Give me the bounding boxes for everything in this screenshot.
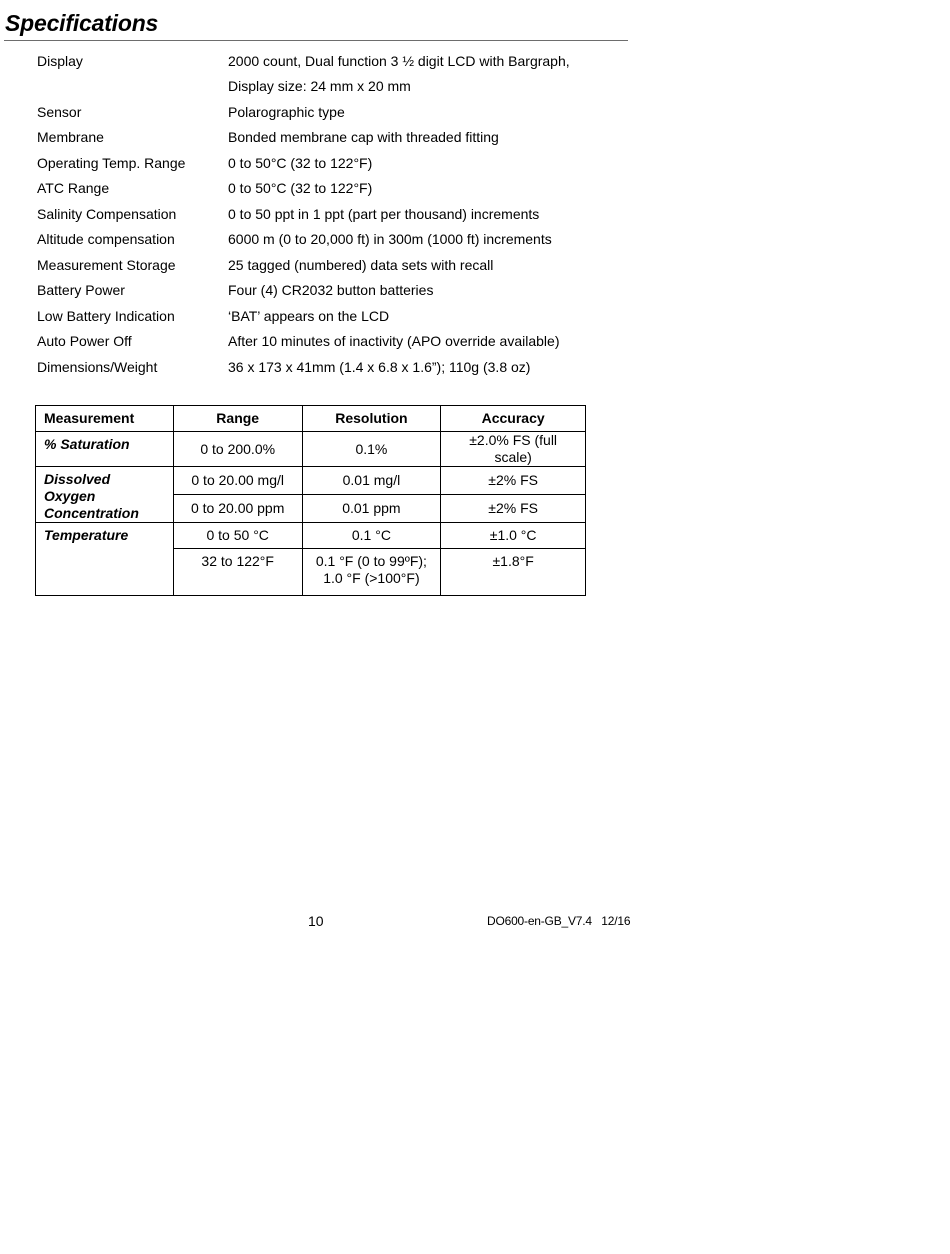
spec-value: 6000 m (0 to 20,000 ft) in 300m (1000 ft) increments: [228, 231, 552, 248]
accuracy-cell: ±1.0 °C: [441, 523, 586, 549]
spec-list: [37, 48, 570, 380]
spec-value: ‘BAT’ appears on the LCD: [228, 307, 390, 324]
spec-row: [37, 74, 570, 100]
resolution-line: 0.1 °F (0 to 99ºF);: [315, 553, 427, 569]
page-title: Specifications: [5, 10, 159, 36]
spec-row: [37, 329, 570, 355]
resolution-cell: 0.1 °C: [302, 523, 441, 549]
spec-label: Sensor: [37, 103, 82, 120]
spec-value: 0 to 50°C (32 to 122°F): [228, 154, 373, 171]
spec-row: [37, 176, 570, 202]
accuracy-cell: ±1.8°F: [441, 549, 586, 596]
spec-row: [37, 125, 570, 151]
resolution-line: 1.0 °F (>100°F): [323, 570, 420, 586]
page-number: 10: [308, 913, 324, 929]
spec-label: Salinity Compensation: [37, 205, 177, 222]
table-row: [36, 467, 586, 495]
spec-label: Altitude compensation: [37, 231, 175, 248]
column-header-measurement: Measurement: [36, 406, 174, 432]
spec-value: 2000 count, Dual function 3 ½ digit LCD with Bargraph,: [228, 52, 570, 69]
range-cell: 32 to 122°F: [173, 549, 302, 596]
range-cell: 0 to 50 °C: [173, 523, 302, 549]
spec-label: Auto Power Off: [37, 333, 132, 350]
spec-label: Low Battery Indication: [37, 307, 175, 324]
spec-label: Measurement Storage: [37, 256, 176, 273]
column-header-accuracy: Accuracy: [441, 406, 586, 432]
spec-row: [37, 227, 570, 253]
table-header-row: [36, 406, 586, 432]
spec-label: Membrane: [37, 129, 104, 146]
accuracy-cell: ±2% FS: [441, 467, 586, 495]
spec-row: [37, 150, 570, 176]
spec-row: [37, 354, 570, 380]
spec-value: 36 x 173 x 41mm (1.4 x 6.8 x 1.6”); 110g (3.8 oz): [228, 358, 531, 375]
spec-row: [37, 303, 570, 329]
measurement-name: % Saturation: [36, 432, 174, 467]
resolution-cell: 0.01 ppm: [302, 495, 441, 523]
spec-label: Operating Temp. Range: [37, 154, 186, 171]
spec-value: After 10 minutes of inactivity (APO override available): [228, 333, 560, 350]
spec-row: [37, 48, 570, 74]
spec-value: 0 to 50°C (32 to 122°F): [228, 180, 373, 197]
spec-label: ATC Range: [37, 180, 110, 197]
spec-value: 25 tagged (numbered) data sets with recall: [228, 256, 494, 273]
spec-label: Battery Power: [37, 282, 125, 299]
document-id: DO600-en-GB_V7.4 12/16: [487, 914, 631, 928]
spec-value: Polarographic type: [228, 103, 345, 120]
measurement-name: Dissolved Oxygen Concentration: [36, 467, 174, 523]
resolution-cell: 0.01 mg/l: [302, 467, 441, 495]
column-header-range: Range: [173, 406, 302, 432]
measurement-table: [35, 405, 586, 596]
spec-value: 0 to 50 ppt in 1 ppt (part per thousand) increments: [228, 205, 540, 222]
spec-row: [37, 201, 570, 227]
spec-label: Display: [37, 52, 83, 69]
accuracy-cell: ±2% FS: [441, 495, 586, 523]
column-header-resolution: Resolution: [302, 406, 441, 432]
resolution-cell: [302, 549, 441, 596]
spec-row: [37, 278, 570, 304]
spec-row: [37, 99, 570, 125]
measurement-name: Temperature: [36, 523, 174, 596]
table-row: [36, 432, 586, 467]
range-cell: 0 to 20.00 mg/l: [173, 467, 302, 495]
spec-label: Dimensions/Weight: [37, 358, 158, 375]
spec-row: [37, 252, 570, 278]
accuracy-cell: ±2.0% FS (full scale): [441, 432, 586, 467]
spec-value: Display size: 24 mm x 20 mm: [228, 78, 411, 95]
range-cell: 0 to 200.0%: [173, 432, 302, 467]
spec-value: Bonded membrane cap with threaded fitting: [228, 129, 499, 146]
spec-value: Four (4) CR2032 button batteries: [228, 282, 434, 299]
title-divider: [4, 40, 628, 41]
range-cell: 0 to 20.00 ppm: [173, 495, 302, 523]
resolution-cell: 0.1%: [302, 432, 441, 467]
table-row: [36, 523, 586, 549]
